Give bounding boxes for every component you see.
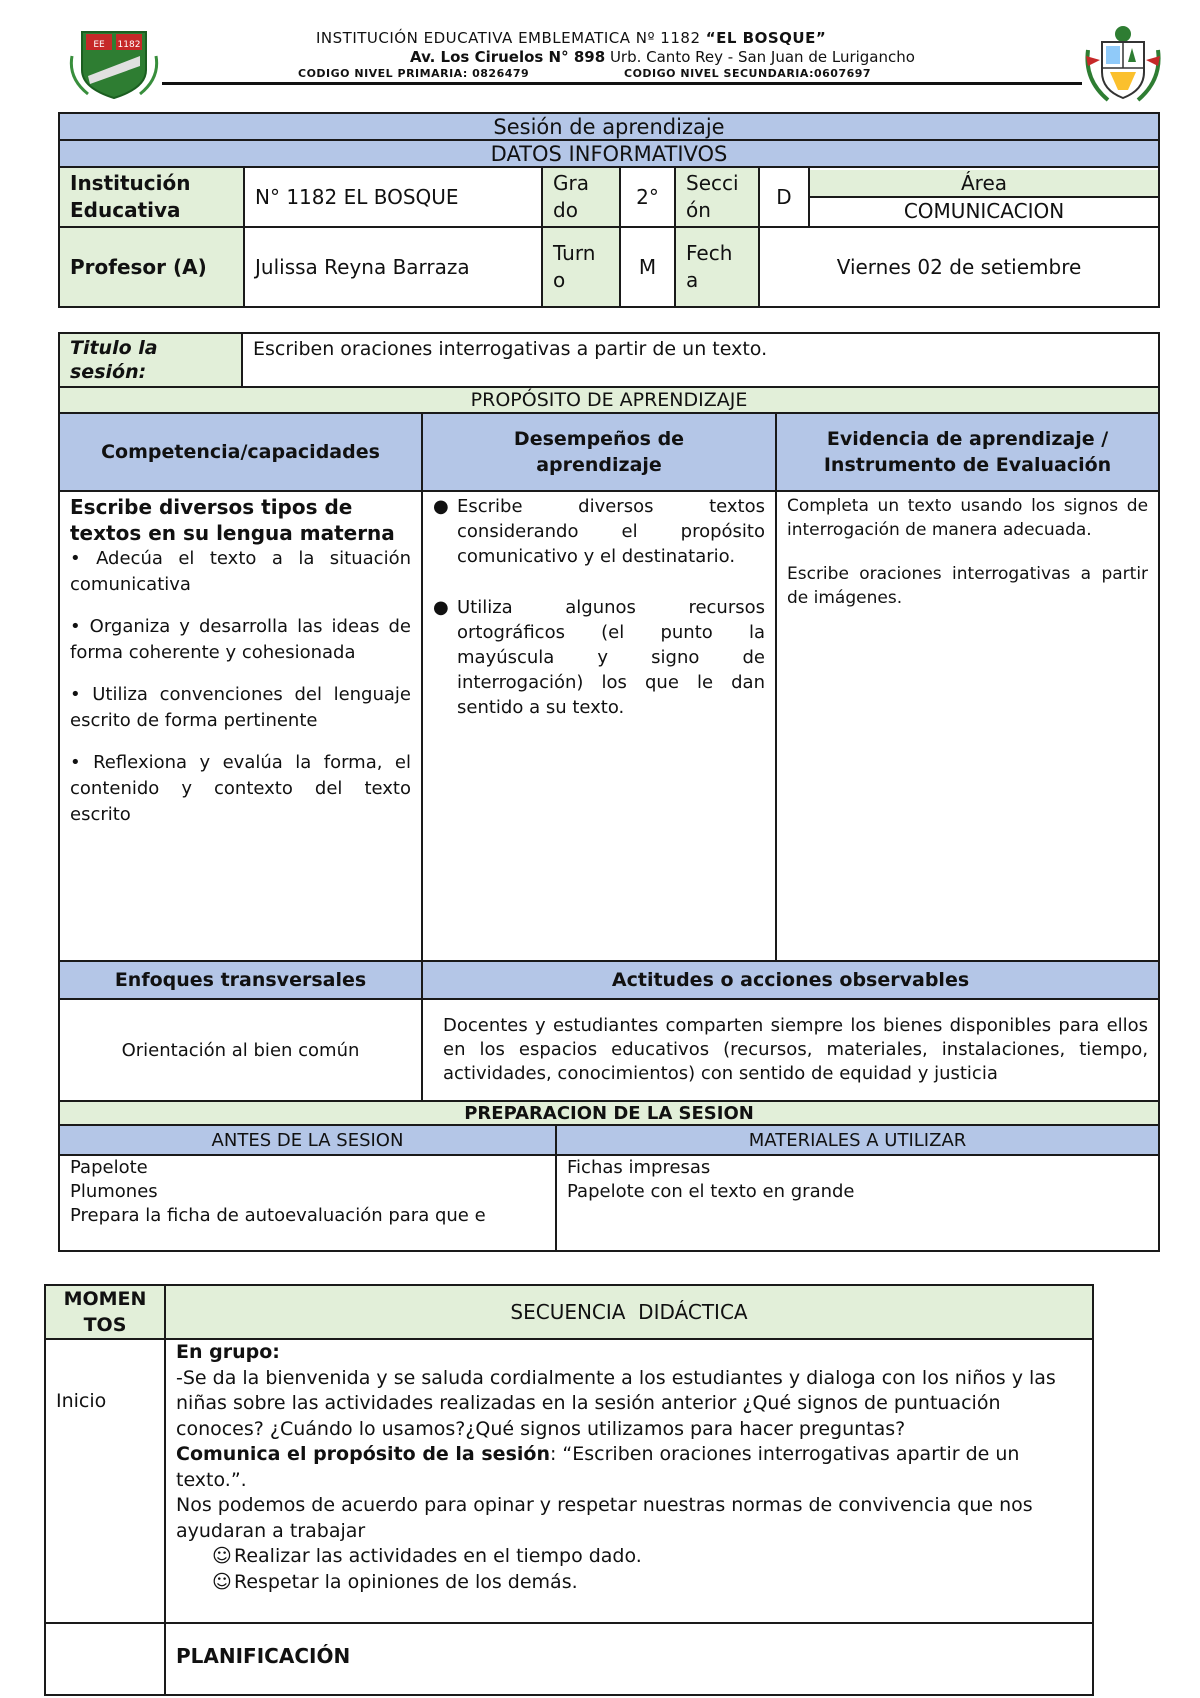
- comunica-proposito: Comunica el propósito de la sesión: “Escriben oraciones interrogativas apartir de un texto.”.: [176, 1443, 1020, 1491]
- school-crest-icon: [68, 26, 160, 102]
- momentos-header: MOMEN TOS: [45, 1285, 165, 1339]
- area-cell: [809, 167, 1159, 227]
- school-logo: [68, 26, 160, 102]
- datos-subtitle: DATOS INFORMATIVOS: [59, 140, 1159, 167]
- normas-list: [176, 1544, 1082, 1595]
- col-competencia: Competencia/capacidades: [59, 413, 422, 491]
- capacidad-1: • Adecúa el texto a la situación comunicativa: [70, 548, 411, 595]
- grado-label: Gra do: [542, 167, 620, 227]
- acuerdo-text: Nos podemos de acuerdo para opinar y respetar nuestras normas de convivencia que nos ayudaran a trabajar: [176, 1494, 1033, 1542]
- institution-line: INSTITUCIÓN EDUCATIVA EMBLEMATICA Nº 1182 “EL BOSQUE”: [316, 29, 827, 47]
- antes-item-3: Prepara la ficha de autoevaluación para que e: [70, 1205, 486, 1226]
- area-value: COMUNICACION: [903, 199, 1065, 223]
- col-evidencia: Evidencia de aprendizaje / Instrumento de Evaluación: [776, 413, 1159, 491]
- header-rule: [162, 82, 1082, 85]
- seccion-value: D: [759, 167, 809, 227]
- svg-text:1182: 1182: [117, 40, 141, 50]
- enfoques-header: Enfoques transversales: [59, 961, 422, 999]
- profesor-label: Profesor (A): [59, 227, 244, 307]
- titulo-value: Escriben oraciones interrogativas a partir de un texto.: [242, 333, 1159, 387]
- desempeno-1: ● Escribe diversos textos considerando el propósito comunicativo y el destinatario.: [433, 496, 765, 567]
- en-grupo-label: En grupo:: [176, 1341, 280, 1363]
- bullet-icon: ●: [433, 496, 449, 517]
- actitudes-value: Docentes y estudiantes comparten siempre los bienes disponibles para ellos en los espacios educativos (recursos, materiales, instalaciones, tiempo, actividades, conocimientos) con sentido de equidad y justicia: [422, 999, 1159, 1101]
- antes-items: [59, 1155, 556, 1251]
- capacidad-4: • Reflexiona y evalúa la forma, el contenido y contexto del texto escrito: [70, 752, 411, 825]
- competencia-title: Escribe diversos tipos de textos en su lengua materna: [70, 495, 395, 545]
- national-shield: [1080, 20, 1166, 106]
- svg-text:EE: EE: [93, 40, 105, 50]
- norma-item: ☺ Realizar las actividades en el tiempo dado.: [212, 1544, 1082, 1570]
- session-title: Sesión de aprendizaje: [59, 113, 1159, 140]
- session-table: [58, 332, 1160, 1252]
- desempenos-cell: [422, 491, 776, 961]
- secuencia-header: SECUENCIA DIDÁCTICA: [165, 1285, 1093, 1339]
- secuencia-table: [44, 1284, 1094, 1696]
- titulo-label: Titulo la sesión:: [59, 333, 242, 387]
- capacidad-3: • Utiliza convenciones del lenguaje escrito de forma pertinente: [70, 684, 411, 731]
- address-line: Av. Los Ciruelos N° 898 Urb. Canto Rey - San Juan de Lurigancho: [410, 48, 915, 66]
- smiley-icon: ☺: [212, 1545, 232, 1567]
- grado-value: 2°: [620, 167, 675, 227]
- ie-value: N° 1182 EL BOSQUE: [244, 167, 542, 227]
- enfoque-value: Orientación al bien común: [59, 999, 422, 1101]
- inicio-label: Inicio: [45, 1339, 165, 1623]
- evidencia-1: Completa un texto usando los signos de interrogación de manera adecuada.: [787, 496, 1149, 540]
- col-desempenos: Desempeños de aprendizaje: [422, 413, 776, 491]
- profesor-value: Julissa Reyna Barraza: [244, 227, 542, 307]
- desempeno-2: ● Utiliza algunos recursos ortográficos (el punto la mayúscula y signo de interrogación) los que le dan sentido a su texto.: [433, 597, 765, 718]
- ie-label: Institución Educativa: [59, 167, 244, 227]
- material-item-1: Fichas impresas: [567, 1157, 711, 1178]
- datos-informativos-table: [58, 112, 1160, 308]
- planificacion-label: PLANIFICACIÓN: [165, 1623, 1093, 1695]
- antes-item-1: Papelote: [70, 1157, 148, 1178]
- preparacion-header: PREPARACION DE LA SESION: [59, 1101, 1159, 1125]
- peru-shield-icon: [1080, 20, 1166, 106]
- evidencia-2: Escribe oraciones interrogativas a partir de imágenes.: [787, 564, 1149, 608]
- evidencia-cell: [776, 491, 1159, 961]
- turno-label: Turn o: [542, 227, 620, 307]
- material-item-2: Papelote con el texto en grande: [567, 1181, 855, 1202]
- capacidad-2: • Organiza y desarrolla las ideas de forma coherente y cohesionada: [70, 616, 411, 663]
- materiales-items: [556, 1155, 1159, 1251]
- area-label: Área: [810, 170, 1158, 198]
- competencia-cell: [59, 491, 422, 961]
- antes-header: ANTES DE LA SESION: [59, 1125, 556, 1155]
- bullet-icon: ●: [433, 597, 449, 618]
- planificacion-moment: [45, 1623, 165, 1695]
- code-secundaria: CODIGO NIVEL SECUNDARIA:0607697: [624, 67, 872, 80]
- norma-item: ☺ Respetar la opiniones de los demás.: [212, 1570, 1082, 1596]
- code-primaria: CODIGO NIVEL PRIMARIA: 0826479: [298, 67, 530, 80]
- proposito-header: PROPÓSITO DE APRENDIZAJE: [59, 387, 1159, 413]
- antes-item-2: Plumones: [70, 1181, 158, 1202]
- fecha-label: Fech a: [675, 227, 759, 307]
- actitudes-header: Actitudes o acciones observables: [422, 961, 1159, 999]
- turno-value: M: [620, 227, 675, 307]
- seccion-label: Secci ón: [675, 167, 759, 227]
- inicio-content: [165, 1339, 1093, 1623]
- materiales-header: MATERIALES A UTILIZAR: [556, 1125, 1159, 1155]
- smiley-icon: ☺: [212, 1570, 232, 1593]
- fecha-value: Viernes 02 de setiembre: [759, 227, 1159, 307]
- bienvenida-text: -Se da la bienvenida y se saluda cordialmente a los estudiantes y dialoga con los niños y las niñas sobre las actividades realizadas en la sesión anterior ¿Qué signos de puntuación conoces? ¿Cuándo lo usamos?¿Qué signos utilizamos para hacer preguntas?: [176, 1366, 1056, 1440]
